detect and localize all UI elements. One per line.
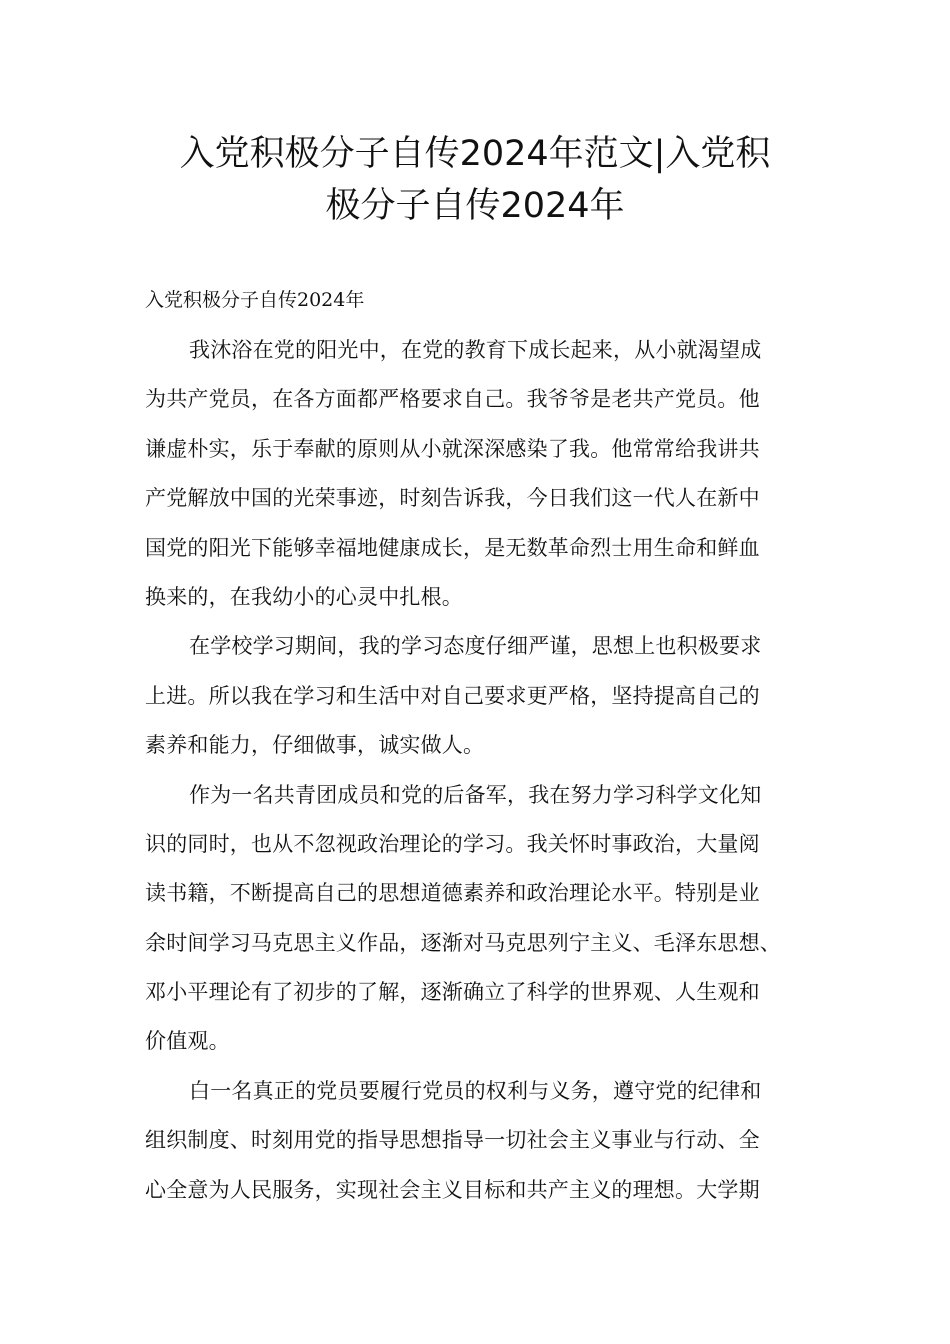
document-title [130,128,820,232]
text-line: 心全意为人民服务，实现社会主义目标和共产主义的理想。大学期 [145,1177,760,1202]
text-line: 为共产党员，在各方面都严格要求自己。我爷爷是老共产党员。他 [145,387,760,412]
document-subtitle: 入党积极分子自传2024年 [145,289,365,311]
paragraph-3 [145,779,825,1075]
paragraph-1 [145,334,825,630]
paragraph-4 [145,1075,825,1223]
document-body [145,334,825,1223]
text-line: 邓小平理论有了初步的了解，逐渐确立了科学的世界观、人生观和 [145,980,760,1005]
text-line: 白一名真正的党员要履行党员的权利与义务，遵守党的纪律和 [189,1078,762,1103]
text-line: 识的同时，也从不忽视政治理论的学习。我关怀时事政治，大量阅 [145,831,760,856]
paragraph-2 [145,630,825,778]
text-line: 换来的，在我幼小的心灵中扎根。 [145,584,463,609]
title-line-2: 极分子自传2024年 [325,186,625,226]
text-line: 在学校学习期间，我的学习态度仔细严谨，思想上也积极要求 [189,634,762,659]
text-line: 上进。所以我在学习和生活中对自己要求更严格，坚持提高自己的 [145,683,760,708]
text-line: 我沐浴在党的阳光中，在党的教育下成长起来，从小就渴望成 [189,338,762,362]
text-line: 价值观。 [145,1029,230,1054]
text-line: 读书籍，不断提高自己的思想道德素养和政治理论水平。特别是业 [145,881,760,906]
text-line: 素养和能力，仔细做事，诚实做人。 [145,733,485,758]
text-line: 产党解放中国的光荣事迹，时刻告诉我，今日我们这一代人在新中 [145,486,760,511]
text-line: 组织制度、时刻用党的指导思想指导一切社会主义事业与行动、全 [145,1128,760,1153]
text-line: 作为一名共青团成员和党的后备军，我在努力学习科学文化知 [189,782,762,807]
text-line: 国党的阳光下能够幸福地健康成长，是无数革命烈士用生命和鲜血 [145,535,760,560]
title-line-1: 入党积极分子自传2024年范文|入党积 [179,134,771,174]
text-line: 谦虚朴实，乐于奉献的原则从小就深深感染了我。他常常给我讲共 [145,436,760,461]
text-line: 余时间学习马克思主义作品，逐渐对马克思列宁主义、毛泽东思想、 [145,930,781,955]
